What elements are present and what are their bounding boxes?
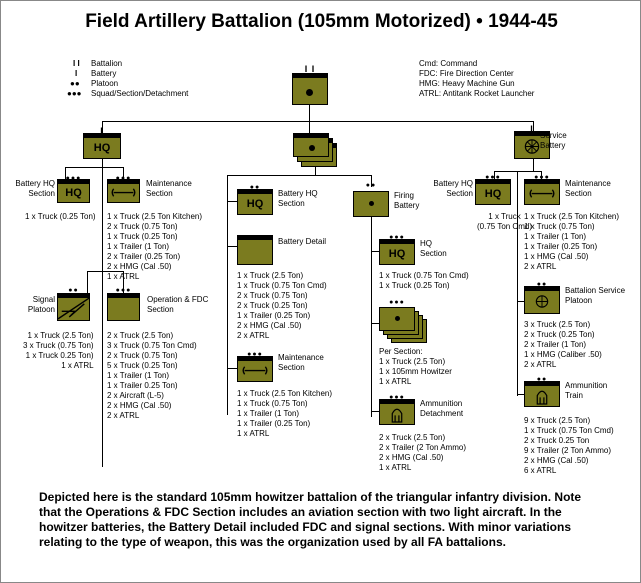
howitzer-battery-hq-section-label: Battery HQ Section: [278, 189, 318, 208]
firing-battery-box: ●●: [353, 191, 389, 217]
ammunition-shell-icon: [525, 386, 559, 406]
service-battery-box: I: [514, 131, 550, 159]
legend-battalion: Battalion: [91, 59, 123, 68]
abbr-hmg: HMG: Heavy Machine Gun: [419, 79, 515, 88]
artillery-symbol-icon: [395, 316, 400, 321]
maintenance-wrench-icon: [238, 361, 272, 381]
howitzer-battery-box: [293, 133, 329, 157]
operations-fdc-label: Operation & FDC Section: [147, 295, 209, 314]
service-battery-hq-section-label: Battery HQ Section: [433, 179, 473, 198]
description-text: Depicted here is the standard 105mm howitzer battalion of the triangular infantry division. Note that the Operations & FDC Section includes an aviation section with two light aircraft. In the howitzer batteries, the Battery Detail included FDC and signal sections. With minor variations relating to the type of weapon, this was the organization used by all FA battalions.: [39, 490, 582, 549]
legend-platoon-symbol: ●●: [70, 79, 80, 88]
hq-battery-label: HQ: [93, 142, 111, 154]
battery-hq-section-label: Battery HQ Section: [15, 179, 55, 198]
maintenance-section-1-box: ●●●: [107, 179, 140, 203]
battalion-rank-symbol: I I: [304, 64, 316, 74]
abbr-cmd: Cmd: Command: [419, 59, 478, 68]
hq-battery-box: I HQ: [83, 133, 121, 159]
firing-hq-section-equipment: 1 x Truck (0.75 Ton Cmd) 1 x Truck (0.25 Ton): [379, 271, 469, 290]
legend-battery: Battery: [91, 69, 117, 78]
signal-platoon-box: ●●: [57, 293, 90, 321]
maintenance-wrench-icon: [108, 184, 139, 202]
ammunition-train-box: ●●: [524, 381, 560, 407]
battery-hq-section-equipment: 1 x Truck (0.25 Ton): [25, 212, 96, 221]
maintenance-section-3-box: ●●●: [524, 179, 560, 205]
battery-detail-equipment: 1 x Truck (2.5 Ton) 1 x Truck (0.75 Ton Cmd) 2 x Truck (0.75 Ton) 2 x Truck (0.25 Ton) 1 x Trailer (0.25 Ton) 2 x HMG (Cal .50) 2 x ATRL: [237, 271, 327, 340]
legend-squad: Squad/Section/Detachment: [91, 89, 189, 98]
gun-section-box: ●●●: [379, 307, 415, 331]
ammunition-detachment-label: Ammunition Detachment: [420, 399, 464, 418]
legend-squad-symbol: ●●●: [67, 89, 82, 98]
signal-platoon-equipment: 1 x Truck (2.5 Ton) 3 x Truck (0.75 Ton) 1 x Truck 0.25 Ton) 1 x ATRL: [23, 331, 94, 370]
howitzer-battery-hq-section-box: ●● HQ: [237, 189, 273, 215]
maintenance-section-3-label: Maintenance Section: [565, 179, 611, 198]
maintenance-section-2-box: ●●●: [237, 356, 273, 382]
battery-detail-box: [237, 235, 273, 265]
maintenance-wrench-icon: [525, 184, 559, 204]
maintenance-section-2-equipment: 1 x Truck (2.5 Ton Kitchen) 1 x Truck (0.75 Ton) 1 x Trailer (1 Ton) 1 x Trailer (0.25 Ton) 1 x ATRL: [237, 389, 333, 438]
maintenance-section-3-equipment: 1 x Truck (2.5 Ton Kitchen) 1 x Truck (0.75 Ton) 1 x Trailer (1 Ton) 1 x Trailer (0.25 Ton) 1 x HMG (Cal .50) 2 x ATRL: [524, 212, 620, 271]
battalion-service-platoon-label: Battalion Service Platoon: [565, 286, 626, 305]
signal-platoon-label: Signal Platoon: [27, 295, 55, 314]
page-title: Field Artillery Battalion (105mm Motorized) • 1944-45: [85, 11, 558, 32]
firing-hq-section-box: ●●● HQ: [379, 239, 415, 265]
ammunition-train-label: Ammunition Train: [565, 381, 608, 400]
service-wheel-icon: [525, 291, 559, 313]
abbr-atrl: ATRL: Antitank Rocket Launcher: [419, 89, 535, 98]
firing-hq-section-label: HQ Section: [420, 239, 447, 258]
legend-battery-symbol: I: [75, 69, 78, 78]
maintenance-section-1-equipment: 1 x Truck (2.5 Ton Kitchen) 2 x Truck (0.75 Ton) 1 x Truck (0.25 Ton) 1 x Trailer (1 Ton) 2 x Trailer (0.25 Ton) 2 x HMG (Cal .50) 1 x ATRL: [107, 212, 203, 281]
battery-hq-section-box: ●●● HQ: [57, 179, 90, 203]
battalion-service-platoon-equipment: 3 x Truck (2.5 Ton) 2 x Truck (0.25 Ton) 2 x Trailer (1 Ton) 1 x HMG (Caliber .50) 2 x ATRL: [524, 320, 602, 369]
legend-battalion-symbol: I I: [73, 59, 80, 68]
service-battery-hq-section-equipment: 1 x Truck (0.75 Ton Cmd): [477, 212, 532, 231]
service-battery-hq-section-box: ●●● HQ: [475, 179, 511, 205]
ammunition-detachment-equipment: 2 x Truck (2.5 Ton) 2 x Trailer (2 Ton Ammo) 2 x HMG (Cal .50) 1 x ATRL: [379, 433, 466, 472]
service-battery-label: Service Battery: [540, 131, 567, 150]
operations-fdc-equipment: 2 x Truck (2.5 Ton) 3 x Truck (0.75 Ton Cmd) 2 x Truck (0.75 Ton) 5 x Truck (0.25 Ton) 1 x Trailer (1 Ton) 1 x Trailer 0.25 Ton) 2 x Aircraft (L-5) 2 x HMG (Cal .50) 2 x ATRL: [107, 331, 197, 420]
artillery-symbol-icon: [369, 201, 374, 206]
artillery-symbol-icon: [306, 89, 313, 96]
battalion-box: [292, 64, 328, 105]
firing-battery-label: Firing Battery: [394, 191, 420, 210]
maintenance-section-1-label: Maintenance Section: [146, 179, 192, 198]
ammunition-shell-icon: [380, 404, 414, 424]
operations-fdc-box: ●●●: [107, 293, 140, 321]
signal-lightning-icon: [58, 298, 89, 320]
ammunition-detachment-box: ●●●: [379, 399, 415, 425]
ammunition-train-equipment: 9 x Truck (2.5 Ton) 1 x Truck (0.75 Ton Cmd) 2 x Truck 0.25 Ton 9 x Trailer (2 Ton Ammo) 2 x HMG (Cal .50) 6 x ATRL: [524, 416, 614, 475]
battalion-service-platoon-box: ●●: [524, 286, 560, 314]
battery-detail-label: Battery Detail: [278, 237, 327, 246]
maintenance-section-2-label: Maintenance Section: [278, 353, 324, 372]
per-section-equipment: Per Section: 1 x Truck (2.5 Ton) 1 x 105mm Howitzer 1 x ATRL: [379, 347, 452, 386]
artillery-symbol-icon: [309, 145, 315, 151]
legend-platoon: Platoon: [91, 79, 119, 88]
abbr-fdc: FDC: Fire Direction Center: [419, 69, 514, 78]
